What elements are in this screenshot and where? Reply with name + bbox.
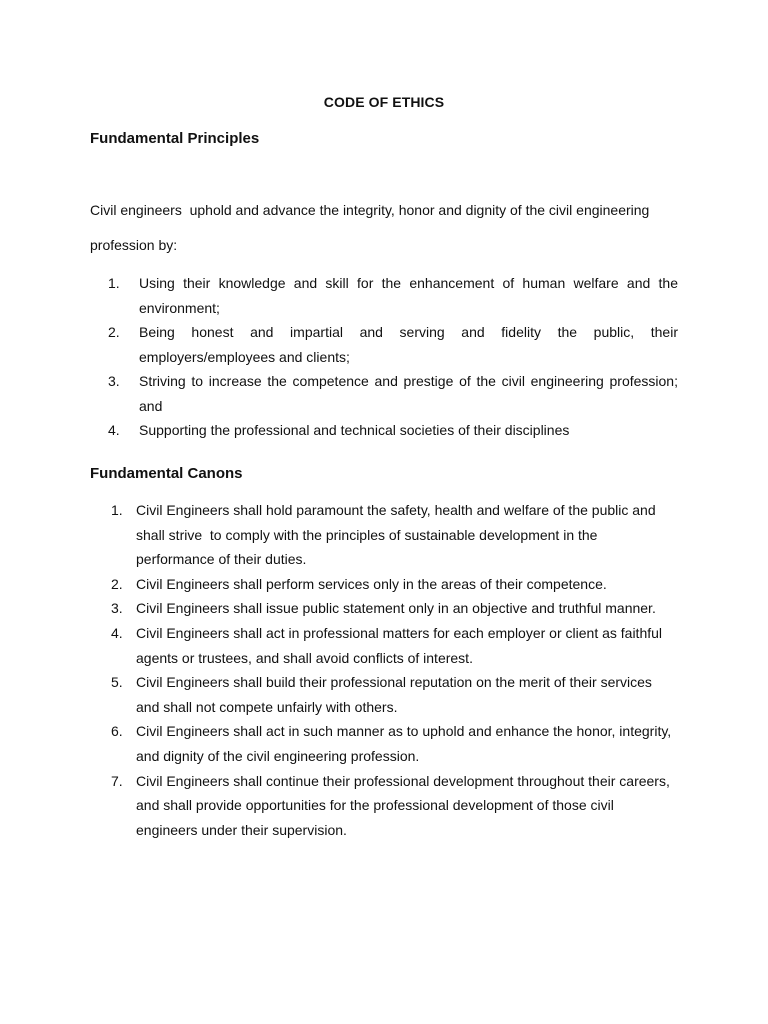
principle-text: Striving to increase the competence and prestige of the civil engineering profession; and xyxy=(139,373,678,414)
canon-text: Civil Engineers shall act in professional matters for each employer or client as faithful agents or trustees, and shall avoid conflicts of interest. xyxy=(136,624,663,666)
list-number: 1. xyxy=(111,502,123,518)
canon-item xyxy=(111,572,678,597)
canon-item xyxy=(111,769,678,843)
list-number: 2. xyxy=(111,575,123,592)
canon-item xyxy=(111,670,678,719)
canon-item xyxy=(111,719,678,768)
list-number: 5. xyxy=(111,674,123,691)
canon-item xyxy=(111,621,678,670)
list-number: 4. xyxy=(108,422,120,438)
list-number: 2. xyxy=(108,324,120,340)
list-number: 7. xyxy=(111,772,123,789)
document-title: CODE OF ETHICS xyxy=(323,94,445,110)
list-number: 1. xyxy=(108,275,120,291)
canon-text: Civil Engineers shall continue their professional development throughout their careers, and shall provide opportunities for the professional development of those civil engineers under their supervision. xyxy=(136,772,670,838)
principle-text: Supporting the professional and technical societies of their disciplines xyxy=(139,422,570,438)
principle-item xyxy=(108,418,678,443)
intro-line-1: Civil engineers uphold and advance the integrity, honor and dignity of the civil engineering xyxy=(90,202,650,218)
list-number: 3. xyxy=(111,600,123,617)
canon-text: Civil Engineers shall act in such manner as to uphold and enhance the honor, integrity, and dignity of the civil engineering profession. xyxy=(136,723,672,764)
principle-text: Being honest and impartial and serving and fidelity the public, their employers/employees and clients; xyxy=(139,324,678,365)
intro-line-2: profession by: xyxy=(90,237,178,253)
list-number: 3. xyxy=(108,373,120,389)
principles-heading: Fundamental Principles xyxy=(90,130,260,147)
canon-item xyxy=(111,498,678,572)
principle-item xyxy=(108,320,678,369)
canon-text: Civil Engineers shall perform services only in the areas of their competence. xyxy=(136,575,607,592)
principle-item xyxy=(108,271,678,320)
canon-text: Civil Engineers shall build their professional reputation on the merit of their services and shall not compete unfairly with others. xyxy=(136,674,652,715)
principle-text: Using their knowledge and skill for the enhancement of human welfare and the environment; xyxy=(139,275,678,316)
list-number: 6. xyxy=(111,723,123,740)
canon-text: Civil Engineers shall hold paramount the safety, health and welfare of the public and shall strive to comply with the principles of sustainable development in the performance of their duties. xyxy=(136,502,660,568)
canons-heading: Fundamental Canons xyxy=(90,465,243,482)
canon-text: Civil Engineers shall issue public statement only in an objective and truthful manner. xyxy=(136,600,656,617)
list-number: 4. xyxy=(111,624,123,641)
canon-item xyxy=(111,596,678,621)
canons-list xyxy=(111,498,678,842)
principle-item xyxy=(108,369,678,418)
principles-list xyxy=(108,271,678,443)
